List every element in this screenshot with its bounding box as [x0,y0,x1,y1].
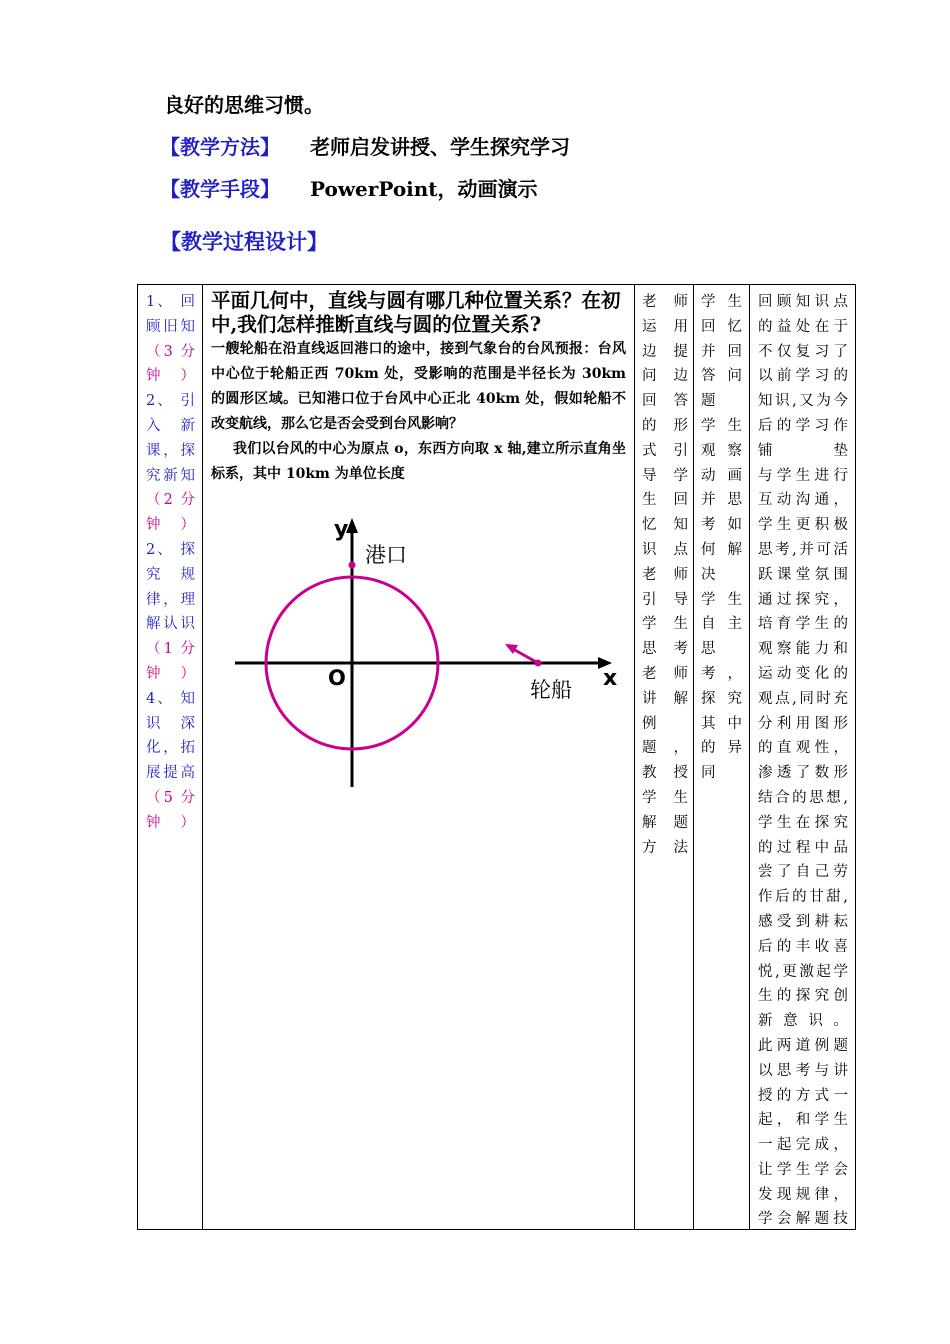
cell-line: 方法 [642,839,688,856]
cell-line: 钟） [146,814,195,831]
cell-line: 学会解题技 [758,1211,848,1228]
cell-line: 答 问 [701,368,742,385]
cell-line: 思 [701,641,716,658]
cell-line: 考 ， [701,665,742,682]
cell-line: 铺垫 [758,442,848,459]
cell-line: 自 主 [701,616,742,633]
cell-line: 钟） [146,517,195,534]
cell-line: 教 授 [642,765,688,782]
cell-line: 考 如 [701,517,742,534]
intro-line: 良好的思维习惯。 [164,93,324,117]
cell-line: 观 察 [701,442,742,459]
cell-line: 后的丰收喜 [758,938,848,955]
cell-line: 忆 知 [642,517,688,534]
column-divider [693,285,694,1229]
cell-line: 运动变化的 [758,665,848,682]
cell-line: 思考 [642,641,688,658]
cell-line: 回 答 [642,393,688,410]
cell-line: 结合的思想, [758,789,848,806]
cell-line: 通过探究， [758,591,848,608]
cell-line: 探 究 [701,690,742,707]
cell-line: 引 导 [642,591,688,608]
cell-line: 悦,更激起学 [758,963,848,980]
student-activity-column [701,290,742,786]
cell-line: 的 异 [701,740,742,757]
cell-line: 尝了自己劳 [758,864,848,881]
cell-line: 后的学习作 [758,417,848,434]
cell-line: 题 ， [642,740,688,757]
cell-line: 以前学习的 [758,368,848,385]
cell-line: 老 师 [642,294,688,310]
cell-line: 知识,又为今 [758,393,848,410]
typhoon-diagram [213,510,633,795]
cell-line: 渗透了数形 [758,765,848,782]
cell-line: 究 规 [146,566,195,583]
cell-line: 识 深 [146,715,195,732]
teaching-means-value: PowerPoint，动画演示 [310,177,538,201]
cell-line: 律，理 [146,591,195,608]
cell-line: 观察能力和 [758,641,848,658]
cell-line: （1 分 [146,641,195,658]
teacher-activity-column [642,290,688,860]
cell-line: 并 思 [701,492,742,509]
teaching-method-value: 老师启发讲授、学生探究学习 [310,135,570,159]
cell-line: 学 生 [701,294,742,310]
design-intent-column [758,290,848,1232]
cell-line: 此两道例题 [758,1037,848,1054]
cell-line: 的直观性， [758,740,848,757]
cell-line: 学 生 [642,789,688,806]
cell-line: 课，探 [146,442,195,459]
lesson-table [137,284,856,1230]
cell-line: 老 师 [642,566,688,583]
x-axis-label: x [603,666,618,691]
cell-line: 边 提 [642,343,688,360]
cell-line: 何 解 [701,541,742,558]
column-divider [749,285,750,1229]
cell-line: 的 形 [642,417,688,434]
cell-line: 化，拓 [146,740,195,757]
cell-line: 并 回 [701,343,742,360]
cell-line: 展提高 [146,765,195,782]
cell-line: 入 新 [146,417,195,434]
cell-line: 4、 知 [146,690,195,707]
cell-line: 题 [701,393,716,410]
port-point [349,562,356,569]
cell-line: 老 师 [642,665,688,682]
teaching-method-label: 【教学方法】 [160,135,280,159]
cell-line: 不仅复习了 [758,343,848,360]
cell-line: 发现规律， [758,1186,848,1203]
cell-line: 学生更积极 [758,517,848,534]
y-axis-label: y [334,517,349,542]
cell-line: 动 画 [701,467,742,484]
cell-line: 互动沟通， [758,492,848,509]
cell-line: 作后的甘甜, [758,889,848,906]
ship-label: 轮船 [530,678,572,702]
cell-line: （5 分 [146,789,195,806]
cell-line: 感受到耕耘 [758,913,848,930]
cell-line: 运 用 [642,318,688,335]
ship-heading [513,649,538,663]
origin-label: O [328,666,346,690]
cell-line: 决 [701,566,716,583]
typhoon-problem: 一艘轮船在沿直线返回港口的途中，接到气象台的台风预报：台风中心位于轮船正西 70km 处，受影响的范围是半径长为 30km 的圆形区域。已知港口位于台风中心正北 40km 处，假如轮船不改变航线，那么它是否会受到台风影响？ [211,341,626,432]
cell-line: 的过程中品 [758,839,848,856]
cell-line: 分利用图形 [758,715,848,732]
cell-line: 授的方式一 [758,1087,848,1104]
cell-line: 起，和学生 [758,1112,848,1129]
column-divider [202,285,203,1229]
cell-line: 学 生 [642,616,688,633]
stage-column [146,290,195,836]
lead-question: 平面几何中，直线与圆有哪几种位置关系？在初中,我们怎样推断直线与圆的位置关系? [211,289,621,336]
cell-line: 回顾知识点 [758,294,848,310]
cell-line: 学 生 [701,591,742,608]
cell-line: （2 分 [146,492,195,509]
cell-line: 问 边 [642,368,688,385]
cell-line: 培育学生的 [758,616,848,633]
cell-line: 1、 回 [146,294,195,310]
coordinate-setup: 我们以台风的中心为原点 o，东西方向取 x 轴,建立所示直角坐标系，其中 10km 为单位长度 [211,441,626,482]
cell-line: 钟） [146,368,195,385]
cell-line: 生的探究创 [758,988,848,1005]
cell-line: 其 中 [701,715,742,732]
cell-line: 观点,同时充 [758,690,848,707]
cell-line: 同 [701,765,716,782]
cell-line: 思考,并可活 [758,541,848,558]
content-column [211,289,626,487]
cell-line: 生 回 [642,492,688,509]
cell-line: 学 生 [701,417,742,434]
process-heading: 【教学过程设计】 [160,229,328,254]
cell-line: 以思考与讲 [758,1062,848,1079]
port-label: 港口 [365,543,407,567]
cell-line: 回 忆 [701,318,742,335]
column-divider [634,285,635,1229]
cell-line: 一起完成， [758,1137,848,1154]
cell-line: 新意识。 [758,1013,848,1030]
cell-line: 钟） [146,665,195,682]
teaching-means-label: 【教学手段】 [160,177,280,201]
cell-line: 跃课堂氛围 [758,566,848,583]
cell-line: 解 题 [642,814,688,831]
cell-line: 导 学 [642,467,688,484]
cell-line: 讲 解 [642,690,688,707]
cell-line: 究新知 [146,467,195,484]
cell-line: 2、 引 [146,393,195,410]
cell-line: 2、 探 [146,541,195,558]
teaching-means [160,173,538,202]
cell-line: 式 引 [642,442,688,459]
cell-line: 识点 [642,541,688,558]
cell-line: 让学生学会 [758,1161,848,1178]
cell-line: 学生在探究 [758,814,848,831]
cell-line: （3 分 [146,343,195,360]
cell-line: 与学生进行 [758,467,848,484]
cell-line: 的益处在于 [758,318,848,335]
cell-line: 顾旧知 [146,318,195,335]
teaching-method [160,131,570,160]
cell-line: 解认识 [146,616,195,633]
cell-line: 例 [642,715,657,732]
